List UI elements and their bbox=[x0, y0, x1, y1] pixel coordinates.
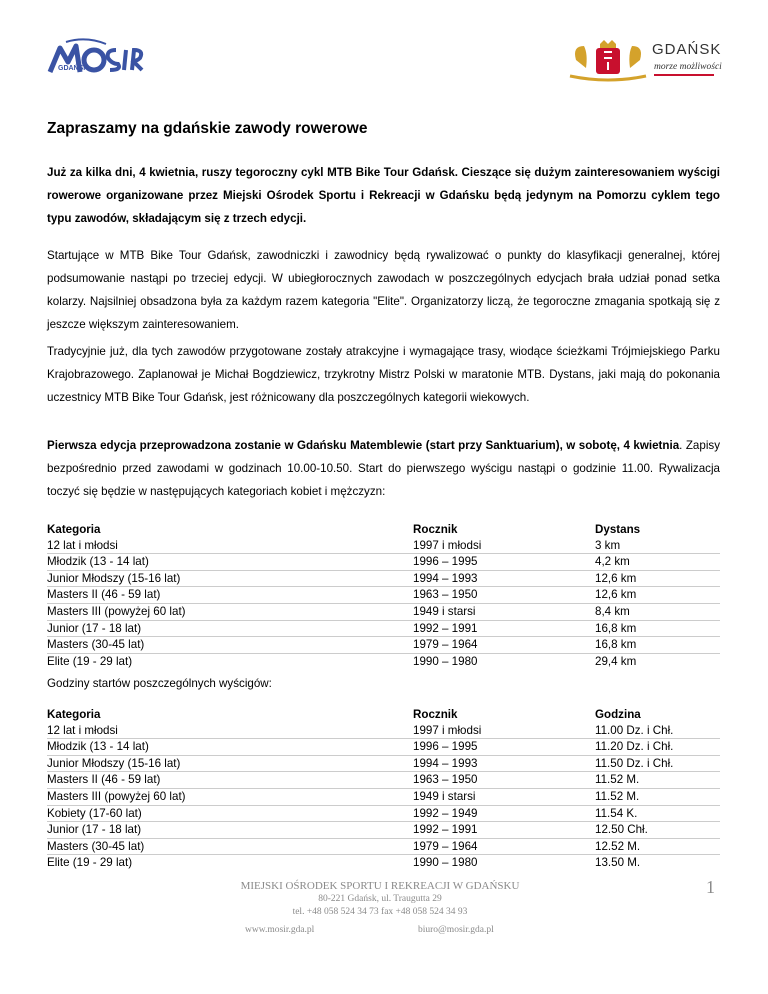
cell-category: Masters (30-45 lat) bbox=[47, 839, 145, 853]
gdansk-logo bbox=[568, 38, 728, 82]
start-times-caption: Godziny startów poszczególnych wyścigów: bbox=[47, 677, 272, 690]
cell-category: 12 lat i młodsi bbox=[47, 723, 118, 737]
table-row bbox=[47, 620, 720, 637]
cell-year: 1996 – 1995 bbox=[413, 555, 478, 569]
cell-year: 1979 – 1964 bbox=[413, 638, 478, 652]
cell-distance: 12,6 km bbox=[595, 588, 637, 602]
paragraph-routes: Tradycyjnie już, dla tych zawodów przygotowane zostały atrakcyjne i wymagające trasy, wiodące ścieżkami Trójmiejskiego Parku Krajobrazowego. Zaplanował je Michał Bogdziewicz, trzykrotny Mistrz Polski w maratonie MTB. Dystans, jaki mają do pokonania uczestnicy MTB Bike Tour Gdańsk, jest różnicowany dla poszczególnych kategorii wiekowych. bbox=[47, 345, 720, 404]
cell-category: Masters III (powyżej 60 lat) bbox=[47, 789, 186, 803]
cell-time: 11.54 K. bbox=[595, 806, 638, 820]
page-title: Zapraszamy na gdańskie zawody rowerowe bbox=[47, 120, 368, 137]
cell-distance: 4,2 km bbox=[595, 555, 630, 569]
cell-time: 11.52 M. bbox=[595, 773, 640, 787]
cell-category: Młodzik (13 - 14 lat) bbox=[47, 555, 149, 569]
table-row bbox=[47, 554, 720, 571]
cell-year: 1996 – 1995 bbox=[413, 740, 478, 754]
cell-time: 11.52 M. bbox=[595, 789, 640, 803]
cell-time: 11.00 Dz. i Chł. bbox=[595, 723, 674, 737]
header-category: Kategoria bbox=[47, 523, 101, 536]
footer-email-link[interactable]: biuro@mosir.gda.pl bbox=[418, 925, 494, 935]
footer-address: 80-221 Gdańsk, ul. Traugutta 29 bbox=[318, 894, 442, 904]
gdansk-logo-slogan: morze możliwości bbox=[654, 62, 722, 72]
table-row bbox=[47, 570, 720, 587]
mosir-logo bbox=[46, 38, 146, 78]
cell-category: Masters II (46 - 59 lat) bbox=[47, 588, 161, 602]
cell-category: Masters II (46 - 59 lat) bbox=[47, 773, 161, 787]
cell-year: 1990 – 1980 bbox=[413, 654, 478, 668]
footer bbox=[200, 880, 560, 919]
table-row bbox=[47, 637, 720, 654]
cell-time: 11.50 Dz. i Chł. bbox=[595, 756, 674, 770]
gdansk-logo-city: GDAŃSK bbox=[652, 41, 722, 58]
table-row bbox=[47, 587, 720, 604]
cell-year: 1994 – 1993 bbox=[413, 571, 478, 585]
table-row bbox=[47, 822, 720, 839]
cell-year: 1979 – 1964 bbox=[413, 839, 478, 853]
cell-year: 1990 – 1980 bbox=[413, 856, 478, 870]
cell-distance: 12,6 km bbox=[595, 571, 637, 585]
cell-category: Młodzik (13 - 14 lat) bbox=[47, 740, 149, 754]
first-edition-bold: Pierwsza edycja przeprowadzona zostanie w Gdańsku Matemblewie (start przy Sanktuarium), w sobotę, 4 kwietnia bbox=[47, 439, 680, 452]
cell-time: 12.52 M. bbox=[595, 839, 641, 853]
footer-website-link[interactable]: www.mosir.gda.pl bbox=[245, 925, 315, 935]
header-distance: Dystans bbox=[595, 523, 641, 536]
cell-category: Junior (17 - 18 lat) bbox=[47, 621, 142, 635]
header-time: Godzina bbox=[595, 708, 641, 721]
cell-category: Elite (19 - 29 lat) bbox=[47, 856, 133, 870]
footer-org: MIEJSKI OŚRODEK SPORTU I REKREACJI W GDAŃSKU bbox=[240, 880, 520, 892]
cell-year: 1992 – 1991 bbox=[413, 621, 478, 635]
header-category: Kategoria bbox=[47, 708, 101, 721]
cell-category: Junior (17 - 18 lat) bbox=[47, 823, 142, 837]
paragraph-classification: Startujące w MTB Bike Tour Gdańsk, zawodniczki i zawodnicy będą rywalizować o punkty do klasyfikacji generalnej, której podsumowanie nastąpi po trzeciej edycji. W ubiegłorocznych zawodach w poszczególnych edycjach brała udział ponad setka kolarzy. Najsilniej obsadzona była za każdym razem kategoria "Elite". Organizatorzy liczą, że tegoroczne zmagania spotkają się z jeszcze większym zainteresowaniem. bbox=[47, 249, 720, 331]
cell-year: 1949 i starsi bbox=[413, 789, 476, 803]
cell-category: 12 lat i młodsi bbox=[47, 538, 118, 552]
cell-time: 11.20 Dz. i Chł. bbox=[595, 740, 674, 754]
paragraph-first-edition bbox=[47, 434, 720, 503]
mosir-logo-icon bbox=[46, 38, 146, 78]
table-row bbox=[47, 855, 720, 871]
table-row bbox=[47, 788, 720, 805]
cell-distance: 16,8 km bbox=[595, 621, 637, 635]
table-header-row bbox=[47, 522, 720, 538]
cell-year: 1949 i starsi bbox=[413, 604, 476, 618]
table-row bbox=[47, 603, 720, 620]
mosir-logo-caption: GDAŃSK bbox=[58, 65, 89, 72]
gdansk-coat-of-arms-icon bbox=[568, 38, 648, 82]
cell-distance: 16,8 km bbox=[595, 638, 637, 652]
table-row bbox=[47, 723, 720, 739]
header-year: Rocznik bbox=[413, 523, 458, 536]
cell-category: Elite (19 - 29 lat) bbox=[47, 654, 133, 668]
cell-category: Masters III (powyżej 60 lat) bbox=[47, 604, 186, 618]
cell-distance: 8,4 km bbox=[595, 604, 630, 618]
start-times-table bbox=[47, 707, 720, 871]
table-row bbox=[47, 772, 720, 789]
table-row bbox=[47, 739, 720, 756]
cell-time: 13.50 M. bbox=[595, 856, 641, 870]
cell-distance: 29,4 km bbox=[595, 654, 637, 668]
page-number: 1 bbox=[706, 877, 715, 897]
cell-category: Junior Młodszy (15-16 lat) bbox=[47, 756, 181, 770]
table-row bbox=[47, 538, 720, 554]
slogan-underline bbox=[654, 74, 714, 76]
cell-year: 1994 – 1993 bbox=[413, 756, 478, 770]
footer-phones: tel. +48 058 524 34 73 fax +48 058 524 34 93 bbox=[292, 907, 468, 917]
table-row bbox=[47, 653, 720, 669]
header-year: Rocznik bbox=[413, 708, 458, 721]
cell-category: Kobiety (17-60 lat) bbox=[47, 806, 142, 820]
cell-year: 1997 i młodsi bbox=[413, 538, 482, 552]
cell-distance: 3 km bbox=[595, 538, 621, 552]
table-row bbox=[47, 838, 720, 855]
table-row bbox=[47, 805, 720, 822]
intro-paragraph: Już za kilka dni, 4 kwietnia, ruszy tegoroczny cykl MTB Bike Tour Gdańsk. Cieszące się dużym zainteresowaniem wyścigi rowerowe organizowane przez Miejski Ośrodek Sportu i Rekreacji w Gdańsku będą jedynym na Pomorzu cyklem tego typu zawodów, składającym się z trzech edycji. bbox=[47, 166, 720, 225]
cell-year: 1997 i młodsi bbox=[413, 723, 482, 737]
cell-category: Masters (30-45 lat) bbox=[47, 638, 145, 652]
table-row bbox=[47, 755, 720, 772]
cell-category: Junior Młodszy (15-16 lat) bbox=[47, 571, 181, 585]
cell-year: 1992 – 1991 bbox=[413, 823, 478, 837]
distance-table bbox=[47, 522, 720, 669]
cell-year: 1963 – 1950 bbox=[413, 773, 478, 787]
cell-time: 12.50 Chł. bbox=[595, 823, 648, 837]
cell-year: 1963 – 1950 bbox=[413, 588, 478, 602]
table-header-row bbox=[47, 707, 720, 723]
cell-year: 1992 – 1949 bbox=[413, 806, 478, 820]
first-edition-rest: . Zapisy bezpośrednio przed zawodami w godzinach 10.00-10.50. Start do pierwszego wyścigu nastąpi o godzinie 11.00. Rywalizacja toczyć się będzie w następujących kategoriach kobiet i mężczyzn: bbox=[47, 439, 721, 498]
